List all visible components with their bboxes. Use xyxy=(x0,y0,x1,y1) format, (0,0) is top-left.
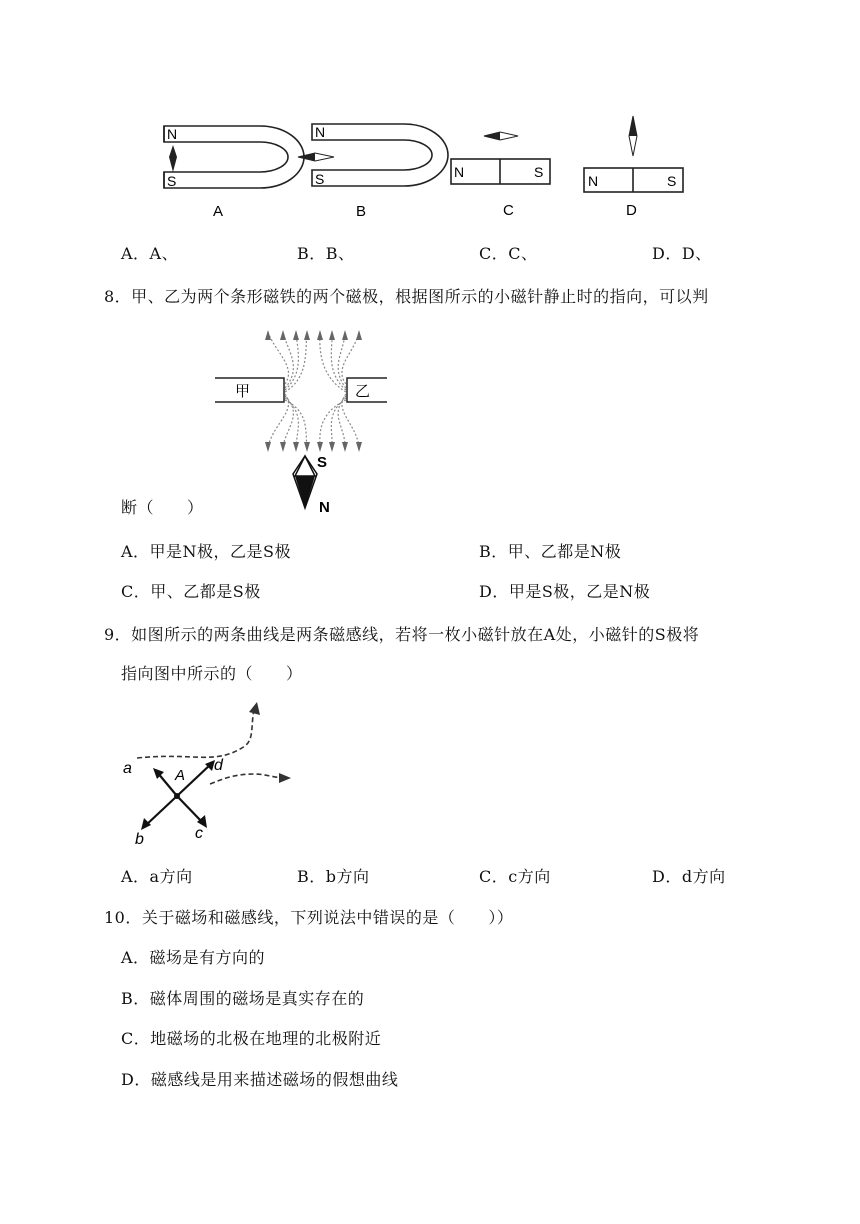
q7-b-caption: B xyxy=(356,203,367,220)
q7-figure-d xyxy=(584,116,683,219)
q9-option-a: A．a方向 xyxy=(121,867,193,886)
q10-stem: 10．关于磁场和磁感线，下列说法中错误的是（ ）） xyxy=(104,908,514,927)
q7-c-caption: C xyxy=(503,202,514,219)
q7-a-caption: A xyxy=(213,203,224,220)
q9-label-A: A xyxy=(175,767,186,784)
q8-option-c: C．甲、乙都是S极 xyxy=(121,582,261,601)
q9-option-c: C．c方向 xyxy=(479,867,551,886)
q10-option-c: C．地磁场的北极在地理的北极附近 xyxy=(121,1029,382,1048)
q10-option-d: D．磁感线是用来描述磁场的假想曲线 xyxy=(121,1070,399,1089)
q7-option-a: A．A、 xyxy=(121,244,179,263)
q7-d-caption: D xyxy=(626,202,637,219)
q7-figure xyxy=(110,110,710,230)
q7-c-s-label: S xyxy=(534,164,544,180)
q8-figure xyxy=(205,322,405,518)
q7-option-b: B．B、 xyxy=(297,244,355,263)
q9-label-a: a xyxy=(123,760,132,777)
q7-d-n-label: N xyxy=(588,173,599,189)
q8-stem-line1: 8．甲、乙为两个条形磁铁的两个磁极，根据图所示的小磁针静止时的指向，可以判 xyxy=(104,287,709,306)
q9-label-b: b xyxy=(135,831,144,848)
q7-a-n-label: N xyxy=(167,126,178,142)
q7-figure-a xyxy=(164,126,304,220)
q7-a-s-label: S xyxy=(167,173,177,189)
q9-stem-line1: 9．如图所示的两条曲线是两条磁感线，若将一枚小磁针放在A处，小磁针的S极将 xyxy=(104,625,700,644)
q10-option-b: B．磁体周围的磁场是真实存在的 xyxy=(121,989,365,1008)
q9-stem-line2: 指向图中所示的（ ） xyxy=(121,664,303,683)
q9-label-c: c xyxy=(195,825,203,842)
q7-figure-c xyxy=(451,132,550,219)
q8-needle-s-label: S xyxy=(317,454,328,471)
q8-stem-line2: 断（ ） xyxy=(121,498,204,517)
q7-b-n-label: N xyxy=(315,124,326,140)
q7-figure-b xyxy=(298,124,448,220)
q9-figure xyxy=(115,698,315,848)
q7-c-n-label: N xyxy=(454,164,465,180)
q8-option-b: B．甲、乙都是N极 xyxy=(479,542,622,561)
q10-option-a: A．磁场是有方向的 xyxy=(121,948,266,967)
q9-option-d: D．d方向 xyxy=(652,867,726,886)
q9-option-b: B．b方向 xyxy=(297,867,370,886)
q7-option-d: D．D、 xyxy=(652,244,712,263)
q8-left-magnet-label: 甲 xyxy=(235,383,251,400)
q7-d-s-label: S xyxy=(667,173,677,189)
q8-option-a: A．甲是N极，乙是S极 xyxy=(121,542,292,561)
q8-right-magnet-label: 乙 xyxy=(355,383,371,400)
q7-b-s-label: S xyxy=(315,171,325,187)
q8-needle-n-label: N xyxy=(319,499,330,516)
q7-option-c: C．C、 xyxy=(479,244,538,263)
q8-option-d: D．甲是S极，乙是N极 xyxy=(479,582,651,601)
q9-label-d: d xyxy=(214,757,223,774)
